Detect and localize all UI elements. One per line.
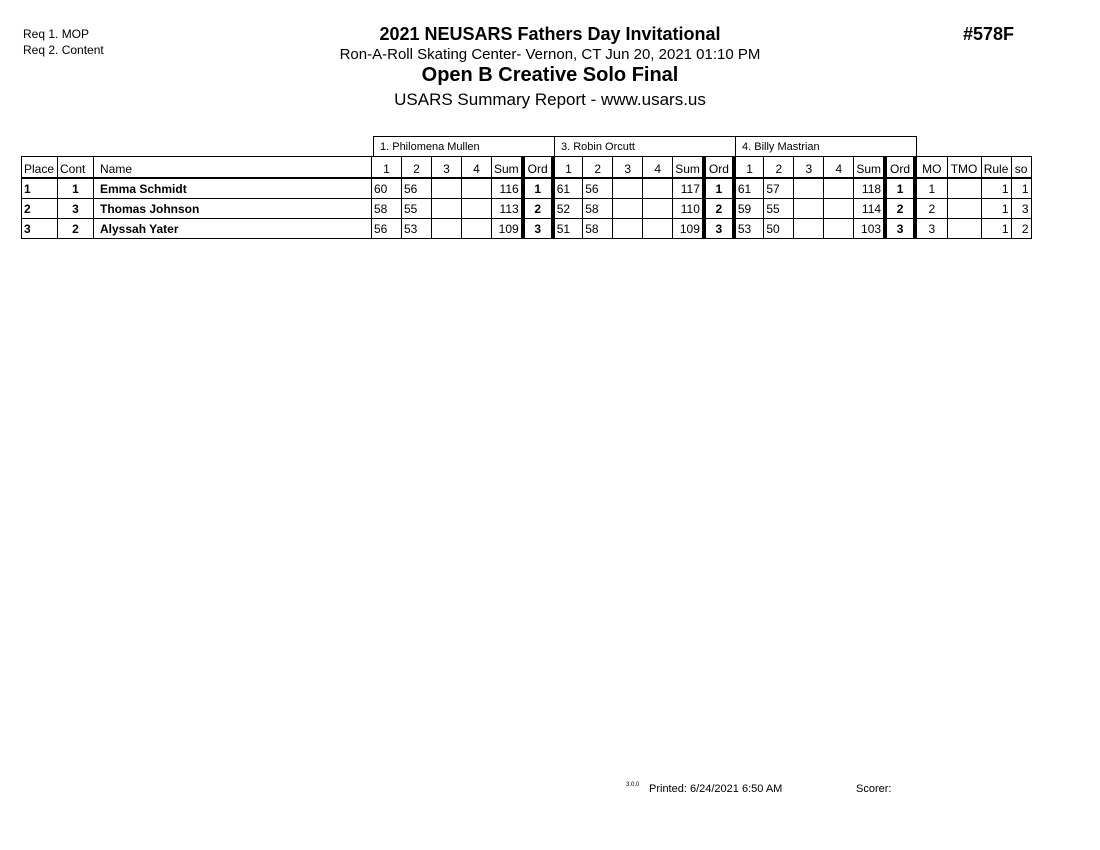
mark-cell [462,219,492,239]
printed-timestamp: Printed: 6/24/2021 6:50 AM [649,783,783,795]
tmo-cell [947,219,981,239]
judges-header [373,136,917,156]
mark-cell [794,199,824,219]
mark-cell: 56 [402,178,432,199]
mark-cell: 57 [764,178,794,199]
mark-cell [462,178,492,199]
mark-cell: 61 [734,178,764,199]
mark-cell [794,178,824,199]
header-mark: 2 [764,157,794,179]
mark-cell [613,219,643,239]
header-sum: Sum [492,157,523,179]
mark-cell: 58 [583,219,613,239]
so-cell: 1 [1011,178,1031,199]
header-mark: 1 [372,157,402,179]
tmo-cell [947,199,981,219]
cont-cell: 2 [58,219,94,239]
mark-cell: 60 [372,178,402,199]
sum-cell: 114 [854,199,885,219]
sum-cell: 110 [673,199,704,219]
mark-cell [432,219,462,239]
ord-cell: 1 [885,178,915,199]
so-cell: 3 [1011,199,1031,219]
header-mark: 3 [432,157,462,179]
mark-cell [824,219,854,239]
skater-name: Alyssah Yater [94,219,372,239]
sum-cell: 116 [492,178,523,199]
ord-cell: 2 [704,199,734,219]
sum-cell: 113 [492,199,523,219]
mark-cell [643,178,673,199]
skater-name: Emma Schmidt [94,178,372,199]
header-mark: 3 [613,157,643,179]
scorer-label: Scorer: [856,783,892,795]
mo-cell: 2 [915,199,947,219]
header-cont: Cont [58,157,94,179]
place-cell: 3 [22,219,58,239]
skater-name: Thomas Johnson [94,199,372,219]
mark-cell: 53 [734,219,764,239]
header-mark: 2 [583,157,613,179]
mark-cell: 58 [372,199,402,219]
venue-line: Ron-A-Roll Skating Center- Vernon, CT Jun 20, 2021 01:10 PM [339,46,761,63]
header-mark: 4 [643,157,673,179]
ord-cell: 3 [704,219,734,239]
mark-cell: 56 [372,219,402,239]
mark-cell [824,178,854,199]
mark-cell [432,199,462,219]
tmo-cell [947,178,981,199]
mark-cell [824,199,854,219]
ord-cell: 3 [885,219,915,239]
table-row [22,178,1032,199]
so-cell: 2 [1011,219,1031,239]
cont-cell: 3 [58,199,94,219]
header-mo: MO [915,157,947,179]
mark-cell: 56 [583,178,613,199]
sum-cell: 118 [854,178,885,199]
mark-cell [643,219,673,239]
header-mark: 1 [553,157,583,179]
sum-cell: 117 [673,178,704,199]
mark-cell: 55 [764,199,794,219]
header-mark: 2 [402,157,432,179]
mo-cell: 3 [915,219,947,239]
requirement-1: Req 1. MOP [23,27,90,41]
event-name: Open B Creative Solo Final [421,64,679,86]
mark-cell: 51 [553,219,583,239]
table-row [22,219,1032,239]
competition-title: 2021 NEUSARS Fathers Day Invitational [379,24,721,44]
judge-name: 1. Philomena Mullen [374,137,555,157]
place-cell: 1 [22,178,58,199]
rule-cell: 1 [981,178,1011,199]
header-ord: Ord [704,157,734,179]
results-table [21,156,1032,239]
table-row [22,199,1032,219]
mark-cell [613,199,643,219]
ord-cell: 1 [523,178,553,199]
header-so: so [1011,157,1031,179]
mark-cell: 53 [402,219,432,239]
sum-cell: 103 [854,219,885,239]
mo-cell: 1 [915,178,947,199]
mark-cell: 55 [402,199,432,219]
header-mark: 4 [824,157,854,179]
header-sum: Sum [673,157,704,179]
table-header-row [22,157,1032,179]
report-name: USARS Summary Report - www.usars.us [394,90,706,109]
header-tmo: TMO [947,157,981,179]
header-sum: Sum [854,157,885,179]
rule-cell: 1 [981,219,1011,239]
mark-cell [794,219,824,239]
header-ord: Ord [885,157,915,179]
place-cell: 2 [22,199,58,219]
header-mark: 4 [462,157,492,179]
sum-cell: 109 [492,219,523,239]
mark-cell: 59 [734,199,764,219]
event-code: #578F [963,24,1015,44]
requirement-2: Req 2. Content [23,43,104,57]
mark-cell [643,199,673,219]
ord-cell: 2 [885,199,915,219]
mark-cell: 58 [583,199,613,219]
rule-cell: 1 [981,199,1011,219]
mark-cell: 50 [764,219,794,239]
cont-cell: 1 [58,178,94,199]
header-place: Place [22,157,58,179]
mark-cell [432,178,462,199]
version-mark: 3.0.0 [626,782,640,788]
header-mark: 1 [734,157,764,179]
ord-cell: 3 [523,219,553,239]
judge-name: 4. Billy Mastrian [736,137,917,157]
ord-cell: 2 [523,199,553,219]
judge-name: 3. Robin Orcutt [555,137,736,157]
mark-cell [462,199,492,219]
header-name: Name [94,157,372,179]
mark-cell [613,178,643,199]
header-mark: 3 [794,157,824,179]
header-ord: Ord [523,157,553,179]
sum-cell: 109 [673,219,704,239]
ord-cell: 1 [704,178,734,199]
mark-cell: 52 [553,199,583,219]
mark-cell: 61 [553,178,583,199]
header-rule: Rule [981,157,1011,179]
